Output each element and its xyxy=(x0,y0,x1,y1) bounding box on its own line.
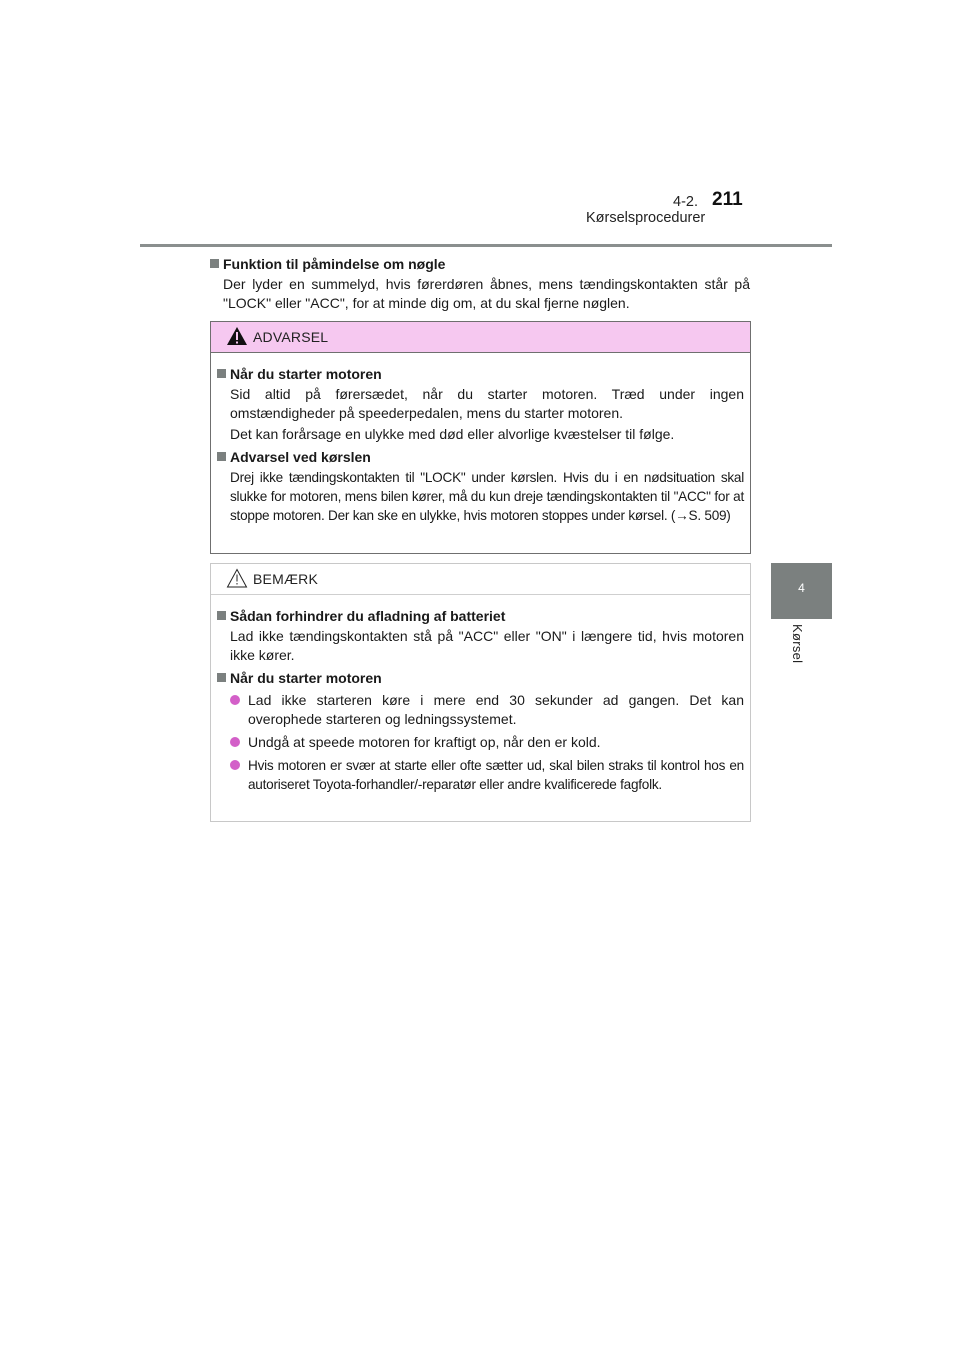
chapter-label: Kørsel xyxy=(790,624,805,664)
warning-title: ADVARSEL xyxy=(253,329,329,345)
page-header xyxy=(0,0,960,250)
note-box xyxy=(210,563,751,822)
page-number: 211 xyxy=(712,189,743,210)
square-bullet-icon xyxy=(217,611,226,620)
note-heading-start xyxy=(217,669,744,687)
note-body xyxy=(211,595,750,794)
section-label: 4-2. Kørselsprocedurer xyxy=(586,194,706,226)
list-item xyxy=(217,733,744,752)
caution-triangle-icon xyxy=(226,568,248,588)
note-title: BEMÆRK xyxy=(253,571,318,587)
chapter-tab xyxy=(771,563,832,619)
note-header xyxy=(211,564,750,595)
square-bullet-icon xyxy=(217,452,226,461)
header-divider xyxy=(140,244,832,247)
round-bullet-icon xyxy=(230,695,240,705)
note-section-battery xyxy=(217,607,744,665)
note-bullet-text-2: Undgå at speede motoren for kraftigt op, når den er kold. xyxy=(248,734,601,750)
note-bullet-text-1: Lad ikke starteren køre i mere end 30 sekunder ad gangen. Det kan overophede starteren og ledningssystemet. xyxy=(248,692,744,727)
note-heading-battery xyxy=(217,607,744,625)
note-section-start xyxy=(217,669,744,794)
warning-heading-start xyxy=(217,365,744,383)
warning-body xyxy=(211,353,750,525)
note-bullet-text-3: Hvis motoren er svær at starte eller ofte sætter ud, skal bilen straks til kontrol hos en autoriseret Toyota-forhandler/-reparatør eller andre kvalificerede fagfolk. xyxy=(248,758,744,792)
intro-heading-text: Funktion til påmindelse om nøgle xyxy=(223,256,446,272)
note-heading-start-text: Når du starter motoren xyxy=(230,670,382,686)
square-bullet-icon xyxy=(217,369,226,378)
warning-header xyxy=(211,322,750,353)
list-item xyxy=(217,691,744,729)
warning-section-start xyxy=(217,365,744,444)
square-bullet-icon xyxy=(210,259,219,268)
round-bullet-icon xyxy=(230,760,240,770)
intro-text: Der lyder en summelyd, hvis førerdøren åbnes, mens tændingskontakten står på "LOCK" eller "ACC", for at minde dig om, at du skal fjerne nøglen. xyxy=(223,276,750,311)
warning-heading-driving xyxy=(217,448,744,466)
warning-heading-driving-text: Advarsel ved kørslen xyxy=(230,449,371,465)
warning-text-start-2: Det kan forårsage en ulykke med død eller alvorlige kvæstelser til følge. xyxy=(230,426,675,442)
warning-box xyxy=(210,321,751,554)
chapter-number: 4 xyxy=(798,581,805,595)
warning-triangle-icon xyxy=(226,326,248,346)
square-bullet-icon xyxy=(217,673,226,682)
note-heading-battery-text: Sådan forhindrer du afladning af batteriet xyxy=(230,608,506,624)
warning-heading-start-text: Når du starter motoren xyxy=(230,366,382,382)
warning-text-driving: Drej ikke tændingskontakten til "LOCK" under kørslen. Hvis du i en nødsituation skal slukke for motoren, mens bilen kører, må du kun dreje tændingskontakten til "ACC" for at stoppe motoren. Der kan ske en ulykke, hvis motoren stoppes under kørsel. (→S. 509) xyxy=(230,470,744,523)
intro-heading xyxy=(210,255,750,273)
warning-section-driving xyxy=(217,448,744,525)
list-item xyxy=(217,756,744,794)
intro-section xyxy=(210,255,750,313)
round-bullet-icon xyxy=(230,737,240,747)
warning-text-start-1: Sid altid på førersædet, når du starter motoren. Træd under ingen omstændigheder på speederpedalen, mens du starter motoren. xyxy=(230,386,744,421)
note-text-battery: Lad ikke tændingskontakten stå på "ACC" eller "ON" i længere tid, hvis motoren ikke kører. xyxy=(230,628,744,663)
